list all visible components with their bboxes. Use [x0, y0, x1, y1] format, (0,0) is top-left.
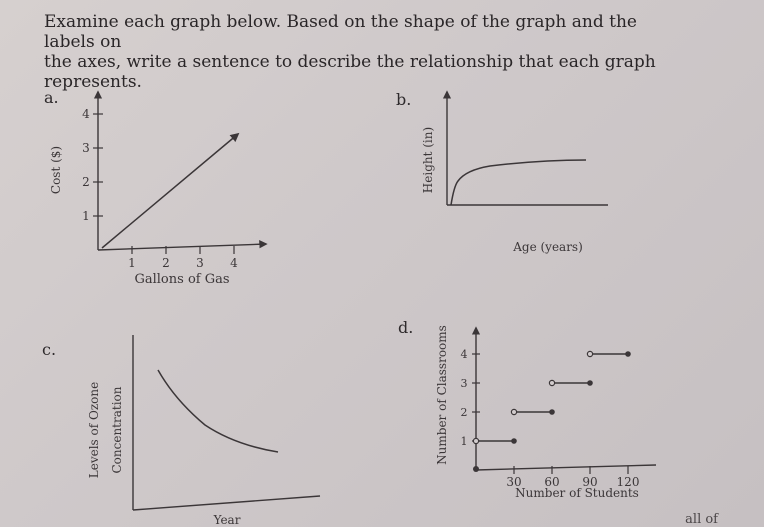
graph-b-x-label: Age (years): [513, 240, 583, 254]
instructions-line-1: Examine each graph below. Based on the shape of the graph and the labels on: [44, 12, 637, 52]
graph-b-y-label: Height (in): [421, 126, 435, 194]
graph-c-x-axis: [133, 496, 320, 510]
graph-d: [435, 325, 656, 500]
graph-a-x-label: Gallons of Gas: [134, 272, 230, 287]
instructions-line-2: the axes, write a sentence to describe the relationship that each graph represents.: [44, 52, 656, 92]
graph-a-y-label: Cost ($): [49, 145, 63, 195]
graph-d-x-tick-label: 90: [582, 475, 598, 489]
graph-d-x-axis: [476, 465, 656, 470]
graph-d-open-point: [473, 438, 478, 443]
graph-d-closed-point: [511, 438, 517, 444]
graph-d-open-point: [511, 409, 516, 414]
graph-d-closed-point: [549, 409, 555, 415]
footer-fragment: all of: [685, 512, 718, 527]
graph-d-y-tick-label: 3: [460, 377, 468, 390]
graph-d-y-label: Number of Classrooms: [435, 325, 449, 465]
graph-d-y-tick-label: 1: [460, 435, 468, 448]
graph-a-y-tick-label: 1: [82, 209, 90, 223]
graph-b-label: b.: [396, 90, 412, 109]
graph-a-y-tick-label: 3: [82, 141, 90, 155]
graph-b: [421, 92, 608, 254]
graph-a-x-axis: [98, 244, 266, 250]
graph-a-y-tick-label: 4: [82, 107, 90, 121]
graph-c-x-label: Year: [213, 513, 241, 527]
graph-a-x-tick-label: 3: [196, 256, 204, 270]
graph-d-open-point: [587, 351, 592, 356]
graph-d-y-tick-label: 2: [460, 406, 468, 419]
graph-c-y-label-line-2: Concentration: [110, 386, 124, 474]
graph-c-label: c.: [42, 340, 57, 359]
graph-d-x-tick-label: 120: [616, 475, 640, 489]
graph-a-line: [102, 134, 238, 248]
graph-a-label: a.: [44, 88, 59, 107]
graph-a-x-tick-label: 1: [128, 256, 136, 270]
graph-d-y-tick-label: 4: [460, 348, 468, 361]
graph-d-x-tick-label: 30: [506, 475, 522, 489]
graph-c: [87, 335, 320, 527]
graph-a-y-tick-label: 2: [82, 175, 90, 189]
graph-d-origin-point: [473, 466, 479, 472]
graph-d-x-label: Number of Students: [515, 486, 639, 500]
graph-a-x-tick-label: 4: [230, 256, 238, 270]
graph-d-closed-point: [625, 351, 631, 357]
graph-d-x-tick-label: 60: [544, 475, 560, 489]
graph-d-closed-point: [587, 380, 593, 386]
graph-b-curve: [451, 160, 586, 205]
graph-d-open-point: [549, 380, 554, 385]
graph-c-y-label-line-1: Levels of Ozone: [87, 381, 101, 479]
graph-c-curve: [158, 370, 278, 452]
graph-d-label: d.: [398, 318, 414, 337]
graph-a: [49, 92, 266, 287]
graph-a-x-tick-label: 2: [162, 256, 170, 270]
